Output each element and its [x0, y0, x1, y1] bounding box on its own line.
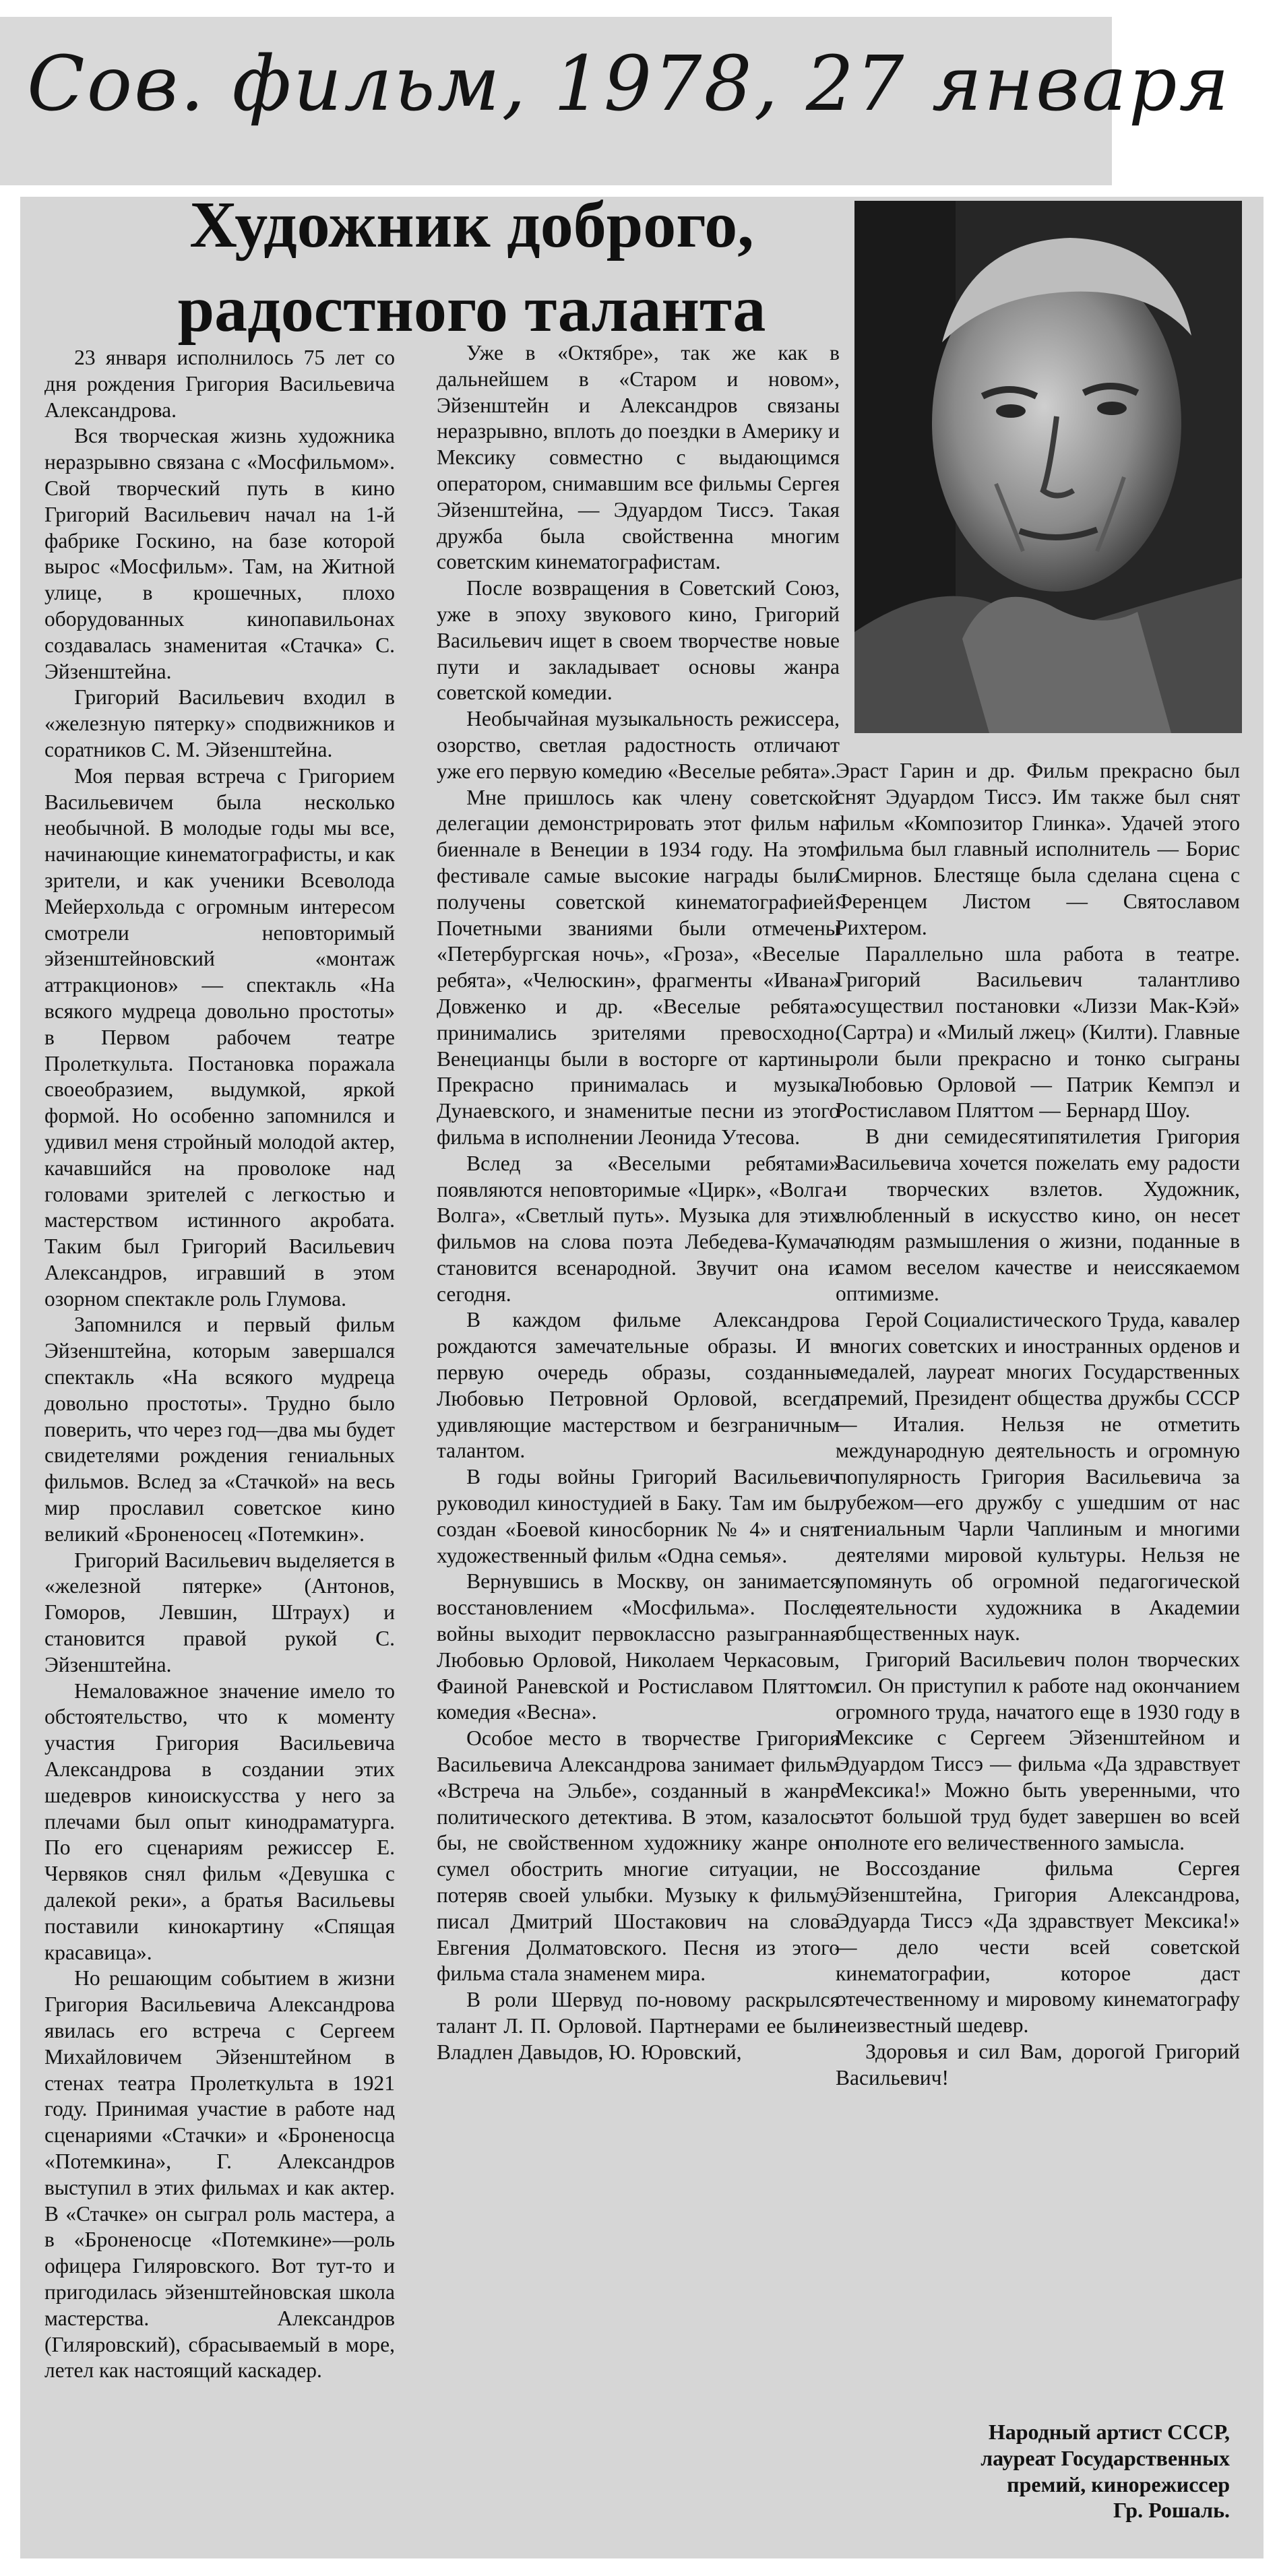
paragraph: Особое место в творчестве Григория Васильевича Александрова занимает фильм «Встреча на Эльбе», созданный в жанре политического детектива. В этом, казалось бы, не свойственном художнику жанре он сумел обострить многие ситуации, не потеряв своей улыбки. Музыку к фильму писал Дмитрий Шостакович на слова Евгения Долматовского. Песня из этого фильма стала знаменем мира. [437, 1726, 840, 1986]
article-column-2 [437, 340, 840, 2066]
paragraph: Запомнился и первый фильм Эйзенштейна, которым завершался спектакль «На всякого мудреца довольно простоты». Трудно было поверить, что через год—два мы будет свидетелями рождения гениальных фильмов. Вслед за «Стачкой» на весь мир прославил советское кино великий «Броненосец «Потемкин». [44, 1313, 395, 1546]
paragraph: В дни семидесятипятилетия Григория Васильевича хочется пожелать ему радости и творческих взлетов. Художник, влюбленный в искусство кино, он несет людям размышления о жизни, поданные в самом веселом качестве и неиссякаемом оптимизме. [836, 1125, 1240, 1305]
paragraph: 23 января исполнилось 75 лет со дня рождения Григория Васильевича Александрова. [44, 346, 395, 422]
paragraph: Григорий Васильевич входил в «железную пятерку» сподвижников и соратников С. М. Эйзенштейна. [44, 685, 395, 761]
paragraph: Уже в «Октябре», так же как в дальнейшем в «Старом и новом», Эйзенштейн и Александров связаны неразрывно, вплоть до поездки в Америку и Мексику совместно с выдающимся оператором, снимавшим все фильмы Сергея Эйзенштейна, — Эдуардом Тиссэ. Такая дружба была свойственна многим советским кинематографистам. [437, 341, 840, 574]
paragraph: Мне пришлось как члену советской делегации демонстрировать этот фильм на биеннале в Венеции в 1934 году. На этом фестивале самые высокие награды были получены советской кинематографией. Почетными званиями были отмечены «Петербургская ночь», «Гроза», «Веселые ребята», «Челюскин», фрагменты «Ивана» Довженко и др. «Веселые ребята» принимались зрителями превосходно. Венецианцы были в восторге от картины. Прекрасно принималась и музыка Дунаевского, и знаменитые песни из этого фильма в исполнении Леонида Утесова. [437, 785, 840, 1149]
paragraph: Но решающим событием в жизни Григория Васильевича Александрова явилась его встреча с Сергеем Михайловичем Эйзенштейном в стенах театра Пролеткульта в 1921 году. Принимая участие в работе над сценариями «Стачки» и «Броненосца «Потемкина», Г. Александров выступил в этих фильмах и как актер. В «Стачке» он сыграл роль мастера, а в «Броненосце «Потемкине»—роль офицера Гиляровского. Вот тут-то и пригодилась эйзенштейновская школа мастерства. Александров (Гиляровский), сбрасываемый в море, летел как настоящий каскадер. [44, 1966, 395, 2383]
handwritten-note: Сов. фильм, 1978, 27 января [27, 40, 1231, 128]
paragraph: Необычайная музыкальность режиссера, озорство, светлая радостность отличают уже его первую комедию «Веселые ребята». [437, 707, 840, 783]
paragraph: Эраст Гарин и др. Фильм прекрасно был снят Эдуардом Тиссэ. Им также был снят фильм «Композитор Глинка». Удачей этого фильма был главный исполнитель — Борис Смирнов. Блестяще была сделана сцена с Ференцем Листом — Святославом Рихтером. [836, 759, 1240, 939]
portrait-icon [854, 201, 1242, 733]
author-name: Гр. Рошаль. [1113, 2498, 1230, 2523]
author-title-line: премий, кинорежиссер [1007, 2472, 1230, 2496]
portrait-photo [854, 201, 1242, 733]
paragraph: Параллельно шла работа в театре. Григорий Васильевич талантливо осуществил постановки «Лиззи Мак-Кэй» (Сартра) и «Милый лжец» (Килти). Главные роли были прекрасно и тонко сыграны Любовью Орловой — Патрик Кемпэл и Ростиславом Пляттом — Бернард Шоу. [836, 941, 1240, 1123]
author-title-line: лауреат Государственных [980, 2445, 1230, 2470]
paragraph: Немаловажное значение имело то обстоятельство, что к моменту участия Григория Васильевича Александрова в создании этих шедевров киноискусства у него за плечами был опыт кинодраматурга. По его сценариям режиссер Е. Червяков снял фильм «Девушка с далекой реки», а братья Васильевы поставили кинокартину «Спящая красавица». [44, 1678, 395, 1964]
paragraph: Герой Социалистического Труда, кавалер многих советских и иностранных орденов и медалей, лауреат многих Государственных премий, Президент общества дружбы СССР — Италия. Нельзя не отметить международную деятельность и огромную популярность Григория Васильевича за рубежом—его дружбу с ушедшим от нас гениальным Чарли Чаплиным и многими деятелями мировой культуры. Нельзя не упомянуть об огромной педагогической деятельности художника в Академии общественных наук. [836, 1307, 1240, 1645]
article-headline: Художник доброго, радостного таланта [177, 189, 766, 346]
author-signature [876, 2419, 1230, 2523]
paragraph: В роли Шервуд по-новому раскрылся талант Л. П. Орловой. Партнерами ее были Владлен Давыдов, Ю. Юровский, [437, 1988, 840, 2064]
article-column-3 [836, 758, 1240, 2092]
paragraph: Вернувшись в Москву, он занимается восстановлением «Мосфильма». После войны выходит первоклассно разыгранная Любовью Орловой, Николаем Черкасовым, Фаиной Раневской и Ростиславом Пляттом комедия «Весна». [437, 1569, 840, 1724]
author-title-line: Народный артист СССР, [988, 2420, 1230, 2444]
paragraph: Моя первая встреча с Григорием Васильевичем была несколько необычной. В молодые годы мы все, начинающие кинематографисты, и как зрители, и как ученики Всеволода Мейерхольда с огромным интересом смотрели неповторимый эйзенштейновский «монтаж аттракционов» — спектакль «На всякого мудреца довольно простоты» в Первом рабочем театре Пролеткульта. Постановка поражала своеобразием, выдумкой, яркой формой. Но особенно запомнился и удивил меня стройный молодой актер, качавшийся на проволоке над головами зрителей с легкостью и мастерством истинного акробата. Таким был Григорий Васильевич Александров, игравший в этом озорном спектакле роль Глумова. [44, 763, 395, 1311]
paragraph: В каждом фильме Александрова рождаются замечательные образы. И в первую очередь образы, созданные Любовью Петровной Орловой, всегда удивляющие мастерством и безграничным талантом. [437, 1308, 840, 1463]
paragraph: В годы войны Григорий Васильевич руководил киностудией в Баку. Там им был создан «Боевой киносборник № 4» и снят художественный фильм «Одна семья». [437, 1465, 840, 1567]
article-column-1 [44, 345, 395, 2384]
paragraph: Вслед за «Веселыми ребятами» появляются неповторимые «Цирк», «Волга-Волга», «Светлый путь». Музыка для этих фильмов на слова поэта Лебедева-Кумача становится всенародной. Звучит она и сегодня. [437, 1151, 840, 1306]
paragraph: Григорий Васильевич полон творческих сил. Он приступил к работе над окончанием огромного труда, начатого еще в 1930 году в Мексике с Сергеем Эйзенштейном и Эдуардом Тиссэ — фильма «Да здравствует Мексика!» Можно быть уверенными, что этот большой труд будет завершен во всей полноте его величественного замысла. [836, 1647, 1240, 1854]
paragraph: После возвращения в Советский Союз, уже в эпоху звукового кино, Григорий Васильевич ищет в своем творчестве новые пути и закладывает основы жанра советской комедии. [437, 576, 840, 705]
paragraph: Григорий Васильевич выделяется в «железной пятерке» (Антонов, Гоморов, Левшин, Штраух) и становится правой рукой С. Эйзенштейна. [44, 1548, 395, 1676]
paragraph: Воссоздание фильма Сергея Эйзенштейна, Григория Александрова, Эдуарда Тиссэ «Да здравствует Мексика!» — дело чести всей советской кинематографии, которое даст отечественному и мировому кинематографу неизвестный шедевр. [836, 1856, 1240, 2038]
paragraph: Здоровья и сил Вам, дорогой Григорий Васильевич! [836, 2040, 1240, 2090]
paragraph: Вся творческая жизнь художника неразрывно связана с «Мосфильмом». Свой творческий путь в кино Григорий Васильевич начал на 1-й фабрике Госкино, на базе которой вырос «Мосфильм». Там, на Житной улице, в крошечных, плохо оборудованных кинопавильонах создавалась знаменитая «Стачка» С. Эйзенштейна. [44, 424, 395, 683]
